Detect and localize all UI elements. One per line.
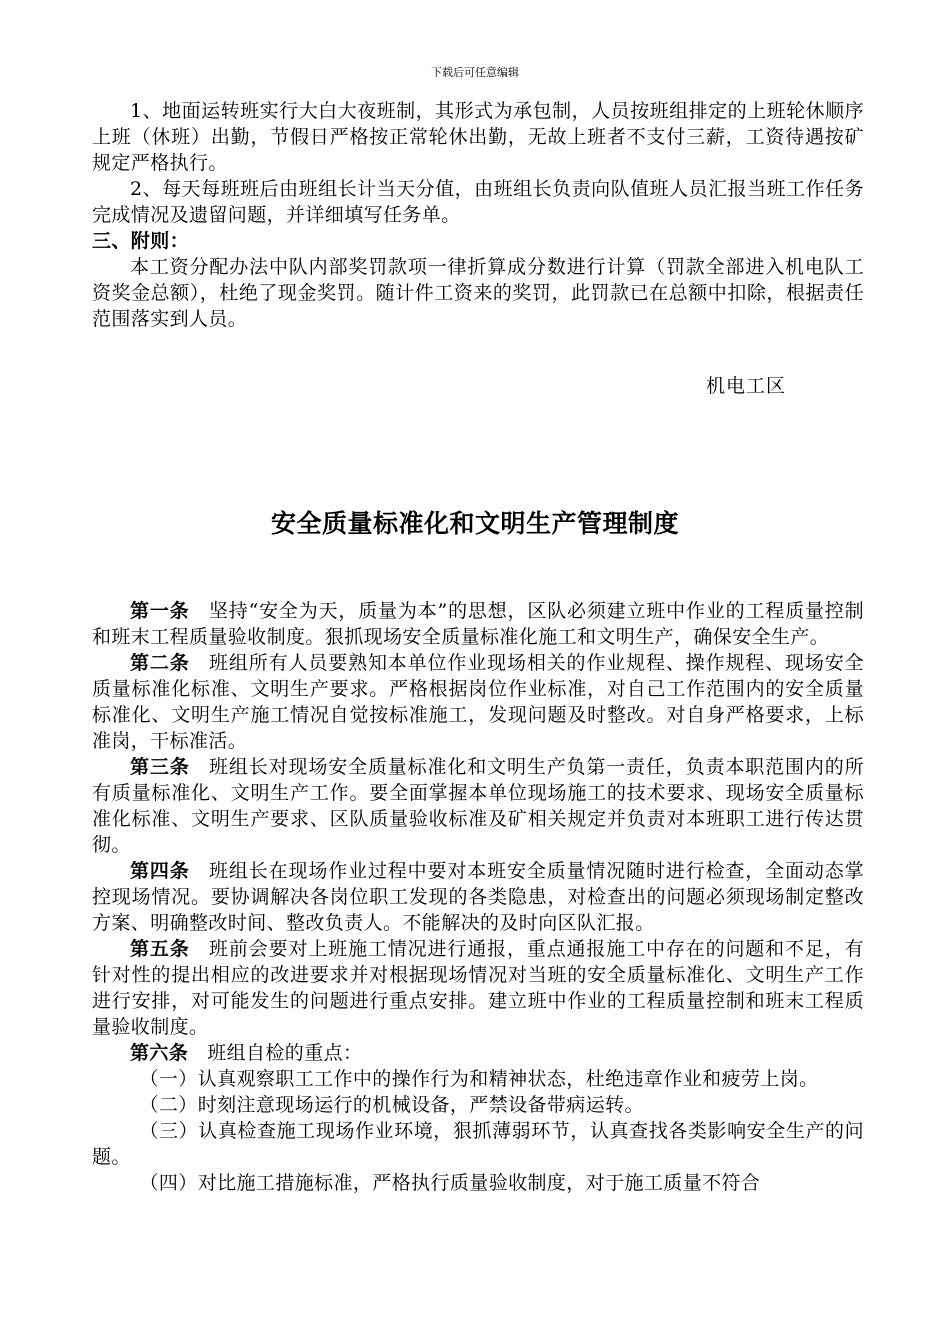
article-5 <box>92 936 864 1040</box>
article-6 <box>92 1040 864 1066</box>
rule-item-2: 2、每天每班班后由班组长计当天分值，由班组长负责向队值班人员汇报当班工作任务完成情况及遗留问题，并详细填写任务单。 <box>92 178 864 226</box>
article-text: 班组长在现场作业过程中要对本班安全质量情况随时进行检查，全面动态掌控现场情况。要协调解决各岗位职工发现的各类隐患，对检查出的问题必须现场制定整改方案、明确整改时间、整改负责人。不能解决的及时向区队汇报。 <box>92 860 865 934</box>
article-3 <box>92 754 864 858</box>
appendix-text: 本工资分配办法中队内部奖罚款项一律折算成分数进行计算（罚款全部进入机电队工资奖金总额），杜绝了现金奖罚。随计件工资来的奖罚，此罚款已在总额中扣除，根据责任范围落实到人员。 <box>92 256 864 330</box>
document-title: 安全质量标准化和文明生产管理制度 <box>270 509 679 538</box>
article-label: 第一条 <box>130 600 190 622</box>
header-note: 下载后可任意编辑 <box>431 66 519 79</box>
article-2 <box>92 650 864 754</box>
check-item-2: （二）时刻注意现场运行的机械设备，严禁设备带病运转。 <box>139 1094 644 1116</box>
article-label: 第五条 <box>130 938 190 960</box>
article-text: 班组自检的重点： <box>207 1042 363 1064</box>
signature: 机电工区 <box>706 375 787 397</box>
previous-section <box>92 98 864 332</box>
rule-item-1: 1、地面运转班实行大白大夜班制，其形式为承包制，人员按班组排定的上班轮休顺序上班（休班）出勤，节假日严格按正常轮休出勤，无故上班者不支付三薪，工资待遇按矿规定严格执行。 <box>92 100 864 174</box>
article-4 <box>92 858 864 936</box>
article-label: 第二条 <box>130 652 190 674</box>
article-text: 班组所有人员要熟知本单位作业现场相关的作业规程、操作规程、现场安全质量标准化标准、文明生产要求。严格根据岗位作业标准，对自己工作范围内的安全质量标准化、文明生产施工情况自觉按标准施工，发现问题及时整改。对自身严格要求，上标准岗，干标准活。 <box>92 652 865 752</box>
article-label: 第三条 <box>130 756 190 778</box>
articles-section <box>92 598 864 1196</box>
article-label: 第六条 <box>130 1042 189 1064</box>
appendix-heading: 三、附则： <box>92 230 190 252</box>
article-text: 坚持“安全为天，质量为本”的思想，区队必须建立班中作业的工程质量控制和班末工程质量验收制度。狠抓现场安全质量标准化施工和文明生产，确保安全生产。 <box>92 600 865 648</box>
article-text: 班前会要对上班施工情况进行通报，重点通报施工中存在的问题和不足，有针对性的提出相应的改进要求并对根据现场情况对当班的安全质量标准化、文明生产工作进行安排，对可能发生的问题进行重点安排。建立班中作业的工程质量控制和班末工程质量验收制度。 <box>92 938 865 1038</box>
article-1 <box>92 598 864 650</box>
check-item-1: （一）认真观察职工工作中的操作行为和精神状态，杜绝违章作业和疲劳上岗。 <box>139 1068 819 1090</box>
article-label: 第四条 <box>130 860 190 882</box>
check-item-3: （三）认真检查施工现场作业环境，狠抓薄弱环节，认真查找各类影响安全生产的问题。 <box>92 1120 864 1168</box>
check-item-4: （四）对比施工措施标准，严格执行质量验收制度，对于施工质量不符合 <box>139 1172 761 1194</box>
article-text: 班组长对现场安全质量标准化和文明生产负第一责任，负责本职范围内的所有质量标准化、文明生产工作。要全面掌握本单位现场施工的技术要求、现场安全质量标准化标准、文明生产要求、区队质量验收标准及矿相关规定并负责对本班职工进行传达贯彻。 <box>92 756 865 856</box>
